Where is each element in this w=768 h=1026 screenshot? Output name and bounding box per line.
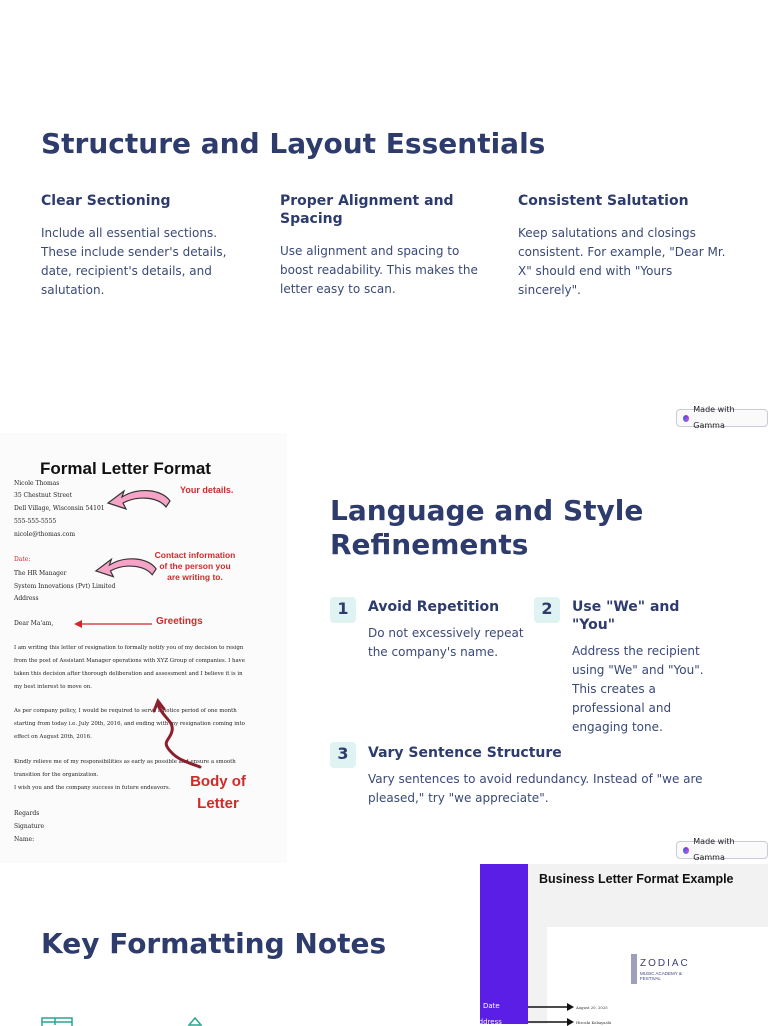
annotation-your-details: Your details. [180,485,234,495]
date-label: Date: [14,556,31,563]
slide-structure-layout [0,0,768,432]
item-title-vary-structure: Vary Sentence Structure [368,745,562,761]
date-arrow-icon [528,1003,574,1011]
card-body-clear-sectioning: Include all essential sections. These include sender's details, date, recipient's details, and salutation. [41,226,227,297]
recipient-line: The HR Manager [14,570,67,577]
body-line: Kindly relieve me of my responsibilities as early as possible and ensure a smooth [14,759,236,765]
recipient-line: Address [14,595,39,602]
body-line: I am writing this letter of resignation to formally notify you of my decision to resign [14,645,244,651]
row-address-label: Address [474,1018,502,1026]
row-address-value: Hiroshi Kobayashi [576,1020,612,1025]
row-date-value: August 20, 2025 [576,1005,608,1010]
body-line: my best interest to move on. [14,684,92,690]
slide-title: Language and Style Refinements [330,494,644,561]
closing-line: Name: [14,836,35,843]
pink-arrow-icon [92,551,160,583]
card-body-alignment-spacing: Use alignment and spacing to boost readability. This makes the letter easy to scan. [280,244,478,296]
card-title-consistent-salutation: Consistent Salutation [518,193,689,209]
biz-heading: Business Letter Format Example [539,872,734,886]
annotation-body: Body of Letter [190,773,246,812]
sender-line: 555-555-5555 [14,518,57,525]
body-line: I wish you and the company success in future endeavors. [14,785,171,791]
sender-line: 35 Chestnut Street [14,492,72,499]
body-line: As per company policy, I would be required to serve a notice period of one month [14,708,237,714]
step-number-badge: 3 [330,742,356,768]
zodiac-brand: ZODIAC [640,958,690,969]
annotation-contact: Contact information of the person you are writing to. [154,550,236,582]
squiggly-arrow-icon [150,699,206,771]
purple-band [480,864,528,1024]
annotation-greetings: Greetings [156,616,203,627]
made-with-gamma-badge[interactable] [676,405,768,430]
zodiac-brand-sub: MUSIC ACADEMY & FESTIVAL [640,971,682,981]
row-date-label: Date [483,1002,500,1010]
zodiac-logo-icon [631,954,637,984]
formal-letter-image [0,433,287,863]
sender-line: Nicole Thomas [14,480,60,487]
pink-arrow-icon [104,483,174,515]
item-title-use-we-you: Use "We" and "You" [572,599,680,633]
gamma-logo-icon [683,415,689,422]
slide-title: Key Formatting Notes [41,927,387,960]
card-title-clear-sectioning: Clear Sectioning [41,193,171,209]
body-line: transition for the organization. [14,772,99,778]
badge-label: Made with Gamma [693,405,735,430]
item-body-vary-structure: Vary sentences to avoid redundancy. Instead of "we are pleased," try "we appreciate". [368,772,703,805]
greetings-arrow-icon [74,619,154,629]
step-number-badge: 1 [330,597,356,623]
item-title-avoid-repetition: Avoid Repetition [368,599,500,615]
item-body-use-we-you: Address the recipient using "We" and "You". This creates a professional and engaging tone. [572,644,704,734]
card-title-alignment-spacing: Proper Alignment and Spacing [280,193,454,227]
body-line: starting from today i.e. July 20th, 2016, and ending with my resignation coming into [14,721,245,727]
made-with-gamma-badge[interactable] [676,837,768,862]
recipient-line: System Innovations (Pvt) Limited [14,583,116,590]
letter-heading: Formal Letter Format [40,459,211,478]
item-body-avoid-repetition: Do not excessively repeat the company's name. [368,626,524,659]
body-line: taken this decision after thorough deliberation and assessment and I believe it is in [14,671,243,677]
triangle-icon [188,1017,202,1025]
greeting-line: Dear Ma'am, [14,620,54,627]
card-body-consistent-salutation: Keep salutations and closings consistent. For example, "Dear Mr. X" should end with "Yours sincerely". [518,226,726,297]
sender-line: nicole@thomas.com [14,531,76,538]
gamma-logo-icon [683,847,689,854]
closing-line: Regards [14,810,40,817]
step-number-badge: 2 [534,597,560,623]
business-letter-image [474,864,768,1026]
sender-line: Dell Village, Wisconsin 54101 [14,505,105,512]
address-arrow-icon [528,1018,574,1026]
closing-line: Signature [14,823,45,830]
body-line: effect on August 20th, 2016. [14,734,92,740]
table-icon [41,1017,73,1025]
badge-label: Made with Gamma [693,837,735,862]
slide-title: Structure and Layout Essentials [41,127,546,160]
body-line: from the post of Assistant Manager operations with XYZ Group of companies. I have [14,658,245,664]
